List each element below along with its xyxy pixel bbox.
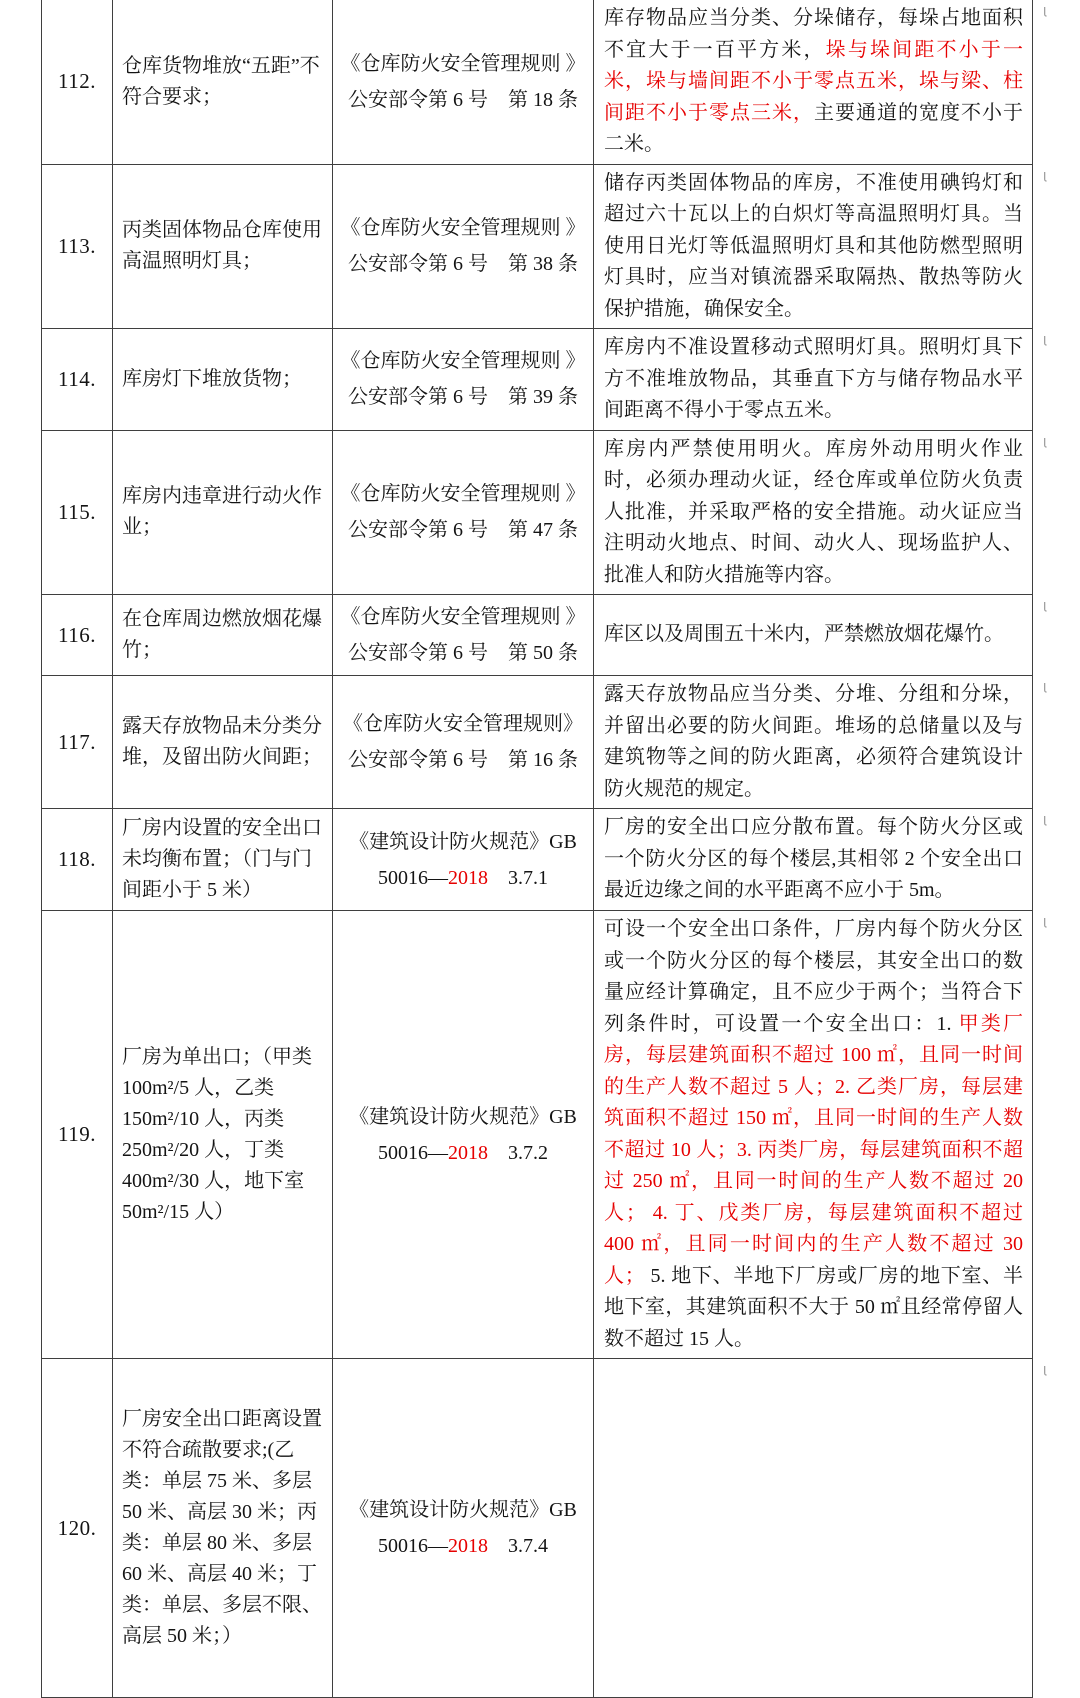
row-number-cell: 117. [58,729,96,754]
basis-cell [332,329,593,430]
issue-cell [112,1359,332,1697]
detail-text: 可设一个安全出口条件，厂房内每个防火分区或一个防火分区的每个楼层，其安全出口的数量应经计算确定，且不应少于两个；当符合下列条件时，可设置一个安全出口：1. 甲类厂房，每层建筑面积不超过 100 ㎡，且同一时间的生产人数不超过 5 人；2. 乙类厂房，每层建筑面积不超过 150 ㎡，且同一时间的生产人数不超过 10 人；3. 丙类厂房，每层建筑面积不超过 250 ㎡，且同一时间的生产人数不超过 20 人； 4. 丁、戊类厂房，每层建筑面积不超过 400 ㎡，且同一时间内的生产人数不超过 30 人； 5. 地下、半地下厂房或厂房的地下室、半地下室，其建筑面积不大于 50 ㎡且经常停留人数不超过 15 人。 [604,918,1024,1350]
detail-text: 厂房的安全出口应分散布置。每个防火分区或一个防火分区的每个楼层,其相邻 2 个安全出口最近边缘之间的水平距离不应小于 5m。 [604,816,1023,902]
basis-text: 《仓库防火安全管理规则 》 公安部令第 6 号 第 50 条 [340,606,586,664]
regulation-table [41,0,1046,1698]
basis-text: 《建筑设计防火规范》GB 50016—2018 3.7.1 [349,830,577,889]
table-row [42,808,1046,910]
basis-cell [332,0,593,164]
row-end-marker-icon: ȷ [1042,598,1046,612]
row-number-cell: 115. [58,499,96,524]
table-row [42,430,1046,595]
detail-cell [593,911,1032,1358]
basis-text: 《仓库防火安全管理规则 》 公安部令第 6 号 第 39 条 [340,350,586,409]
row-end-marker-icon: ȷ [1042,167,1046,182]
detail-text: 库存物品应当分类、分垛储存，每垛占地面积不宜大于一百平方米，垛与垛间距不小于一米，垛与墙间距不小于零点五米，垛与梁、柱间距不小于零点三米，主要通道的宽度不小于二米。 [604,7,1024,155]
issue-text: 厂房安全出口距离设置不符合疏散要求;(乙类：单层 75 米、多层 50 米、高层 30 米；丙类：单层 80 米、多层 60 米、高层 40 米；丁类：单层、多层不限、高层 50 米；） [122,1408,322,1647]
row-number-cell: 118. [58,847,96,871]
issue-text: 厂房内设置的安全出口未均衡布置；（门与门间距小于 5 米） [122,817,322,901]
row-number-cell: 119. [58,1122,96,1146]
row-end-marker-icon: ȷ [1042,914,1046,928]
basis-cell [332,809,593,910]
row-number-cell: 112. [58,69,96,94]
detail-cell [593,595,1032,675]
detail-text: 储存丙类固体物品的库房，不准使用碘钨灯和超过六十瓦以上的白炽灯等高温照明灯具。当使用日光灯等低温照明灯具和其他防燃型照明灯具时，应当对镇流器采取隔热、散热等防火保护措施，确保安全。 [604,171,1023,320]
issue-text: 库房灯下堆放货物； [122,367,302,390]
detail-cell [593,431,1032,595]
row-number-cell: 114. [58,366,96,391]
issue-cell [112,676,332,808]
issue-text: 库房内违章进行动火作业； [122,485,322,539]
issue-text: 丙类固体物品仓库使用高温照明灯具； [122,219,322,273]
issue-text: 在仓库周边燃放烟花爆竹； [122,608,322,661]
issue-cell [112,809,332,910]
table-row [42,0,1046,164]
basis-text: 《仓库防火安全管理规则 》 公安部令第 6 号 第 47 条 [340,483,586,542]
issue-cell [112,329,332,430]
basis-cell [332,676,593,808]
detail-text: 库房内不准设置移动式照明灯具。照明灯具下方不准堆放物品，其垂直下方与储存物品水平间距离不得小于零点五米。 [604,336,1023,421]
basis-text: 《仓库防火安全管理规则 》 公安部令第 6 号 第 38 条 [340,217,586,276]
detail-cell [593,0,1032,164]
detail-text: 露天存放物品应当分类、分堆、分组和分垛，并留出必要的防火间距。堆场的总储量以及与建筑物等之间的防火距离，必须符合建筑设计防火规范的规定。 [604,683,1023,800]
issue-text: 厂房为单出口；（甲类100m²/5 人，乙类150m²/10 人，丙类250m²/20 人，丁类400m²/30 人，地下室50m²/15 人） [122,1045,312,1223]
basis-text: 《仓库防火安全管理规则》 公安部令第 6 号 第 16 条 [343,713,583,771]
issue-cell [112,431,332,595]
basis-text: 《仓库防火安全管理规则 》 公安部令第 6 号 第 18 条 [340,52,586,111]
detail-cell [593,676,1032,808]
table-row [42,675,1046,808]
row-end-marker-icon: ȷ [1042,332,1046,346]
issue-cell [112,165,332,329]
issue-text: 露天存放物品未分类分堆，及留出防火间距； [122,715,322,768]
detail-text: 库房内严禁使用明火。库房外动用明火作业时，必须办理动火证，经仓库或单位防火负责人批准，并采取严格的安全措施。动火证应当注明动火地点、时间、动火人、现场监护人、批准人和防火措施等内容。 [604,437,1023,586]
detail-text: 库区以及周围五十米内，严禁燃放烟花爆竹。 [604,623,1004,646]
basis-cell [332,165,593,329]
table-row [42,910,1046,1358]
detail-cell [593,1359,1032,1697]
row-end-marker-icon: ȷ [1042,812,1046,826]
detail-cell [593,809,1032,910]
basis-cell [332,595,593,675]
issue-cell [112,595,332,675]
detail-cell [593,165,1032,329]
table-row [42,594,1046,675]
table-row [42,164,1046,329]
detail-cell [593,329,1032,430]
basis-text: 《建筑设计防火规范》GB 50016—2018 3.7.2 [349,1105,577,1164]
table-row [42,328,1046,430]
issue-text: 仓库货物堆放“五距”不符合要求； [122,54,320,108]
row-number-cell: 116. [58,622,96,647]
issue-cell [112,0,332,164]
row-end-marker-icon: ȷ [1042,3,1046,17]
row-number-cell: 113. [58,233,96,258]
row-number-cell: 120. [57,1515,97,1540]
row-end-marker-icon: ȷ [1042,1362,1046,1376]
basis-cell [332,1359,593,1697]
basis-cell [332,431,593,595]
issue-cell [112,911,332,1358]
row-end-marker-icon: ȷ [1042,679,1046,693]
basis-cell [332,911,593,1358]
row-end-marker-icon: ȷ [1042,433,1046,448]
basis-text: 《建筑设计防火规范》GB 50016—2018 3.7.4 [349,1499,577,1557]
